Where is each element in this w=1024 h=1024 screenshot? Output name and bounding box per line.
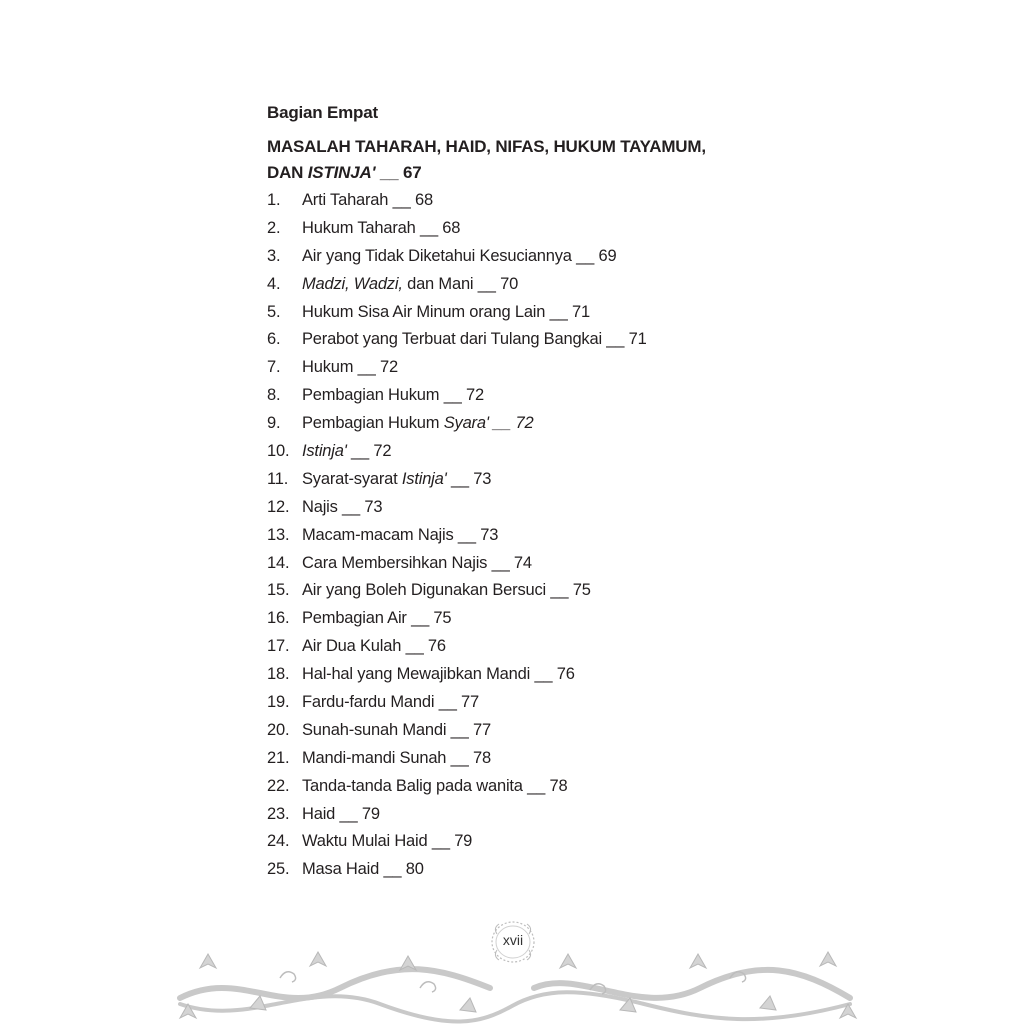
toc-item-text: Hal-hal yang Mewajibkan Mandi __ 76	[302, 665, 575, 684]
toc-item-number: 20.	[267, 720, 290, 739]
toc-item-number: 25.	[267, 860, 290, 879]
toc-item-text: Perabot yang Terbuat dari Tulang Bangkai __ 71	[302, 330, 647, 349]
toc-item[interactable]	[267, 856, 747, 884]
toc-item[interactable]	[267, 801, 747, 829]
toc-item-text: Air yang Boleh Digunakan Bersuci __ 75	[302, 581, 591, 600]
toc-item[interactable]	[267, 438, 747, 466]
toc-item[interactable]	[267, 271, 747, 299]
toc-item[interactable]	[267, 550, 747, 578]
toc-item-text: Sunah-sunah Mandi __ 77	[302, 720, 491, 739]
toc-item-text: Air yang Tidak Diketahui Kesuciannya __ 69	[302, 246, 617, 265]
toc-item-text: Syarat-syarat Istinja' __ 73	[302, 469, 492, 488]
toc-item-number: 23.	[267, 804, 290, 823]
toc-item[interactable]	[267, 717, 747, 745]
toc-item-text: Hukum Sisa Air Minum orang Lain __ 71	[302, 302, 590, 321]
toc-item-number: 10.	[267, 442, 290, 461]
toc-item[interactable]	[267, 773, 747, 801]
toc-item-number: 18.	[267, 665, 290, 684]
toc-item-number: 22.	[267, 776, 290, 795]
toc-item-text: Cara Membersihkan Najis __ 74	[302, 553, 532, 572]
toc-item-text: Tanda-tanda Balig pada wanita __ 78	[302, 776, 568, 795]
toc-item-text: Hukum Taharah __ 68	[302, 218, 461, 237]
toc-item-text: Pembagian Air __ 75	[302, 609, 452, 628]
toc-item-number: 7.	[267, 358, 281, 377]
toc-item[interactable]	[267, 605, 747, 633]
chapter-title-page: __ 67	[375, 163, 422, 182]
toc-item-number: 17.	[267, 637, 290, 656]
toc-item-text: Macam-macam Najis __ 73	[302, 525, 499, 544]
toc-item-text: Air Dua Kulah __ 76	[302, 637, 446, 656]
toc-item-text: Fardu-fardu Mandi __ 77	[302, 693, 480, 712]
toc-item-text: Pembagian Hukum Syara' __ 72	[302, 414, 534, 433]
toc-item-text: Madzi, Wadzi, dan Mani __ 70	[302, 274, 519, 293]
toc-item[interactable]	[267, 522, 747, 550]
toc-item[interactable]	[267, 494, 747, 522]
toc-item-number: 24.	[267, 832, 290, 851]
toc-item-number: 21.	[267, 748, 290, 767]
toc-item-number: 8.	[267, 386, 281, 405]
toc-item[interactable]	[267, 326, 747, 354]
part-label: Bagian Empat	[267, 103, 378, 122]
toc-item-number: 12.	[267, 497, 290, 516]
chapter-title	[267, 134, 747, 186]
toc-item[interactable]	[267, 633, 747, 661]
chapter-title-italic: ISTINJA'	[307, 163, 376, 182]
chapter-title-line2	[267, 160, 747, 186]
toc-item-number: 4.	[267, 274, 281, 293]
toc-item[interactable]	[267, 354, 747, 382]
toc-item-number: 14.	[267, 553, 290, 572]
toc-item[interactable]	[267, 215, 747, 243]
toc-item[interactable]	[267, 299, 747, 327]
toc-item-number: 19.	[267, 693, 290, 712]
toc-item-text: Masa Haid __ 80	[302, 860, 424, 879]
toc-item[interactable]	[267, 689, 747, 717]
toc-item-number: 1.	[267, 191, 281, 209]
chapter-title-line1: MASALAH TAHARAH, HAID, NIFAS, HUKUM TAYAMUM,	[267, 137, 706, 156]
toc-item-text: Waktu Mulai Haid __ 79	[302, 832, 473, 851]
floral-vine-ornament	[160, 948, 864, 1024]
toc-item-number: 5.	[267, 302, 281, 321]
toc-item-number: 6.	[267, 330, 281, 349]
toc-item[interactable]	[267, 577, 747, 605]
toc-item-text: Najis __ 73	[302, 497, 383, 516]
toc-list	[267, 187, 747, 884]
toc-item[interactable]	[267, 382, 747, 410]
toc-item-text: Hukum __ 72	[302, 358, 398, 377]
toc-item-text: Mandi-mandi Sunah __ 78	[302, 748, 491, 767]
toc-item[interactable]	[267, 410, 747, 438]
toc-item-text: Pembagian Hukum __ 72	[302, 386, 484, 405]
toc-item[interactable]	[267, 187, 747, 215]
page-number: xvii	[502, 932, 524, 948]
toc-item-number: 11.	[267, 469, 289, 488]
chapter-title-prefix: DAN	[267, 163, 308, 182]
toc-item[interactable]	[267, 745, 747, 773]
toc-item-number: 3.	[267, 246, 281, 265]
toc-item-number: 13.	[267, 525, 290, 544]
toc-item[interactable]	[267, 661, 747, 689]
toc-item-number: 15.	[267, 581, 290, 600]
toc-item-number: 16.	[267, 609, 290, 628]
toc-item-text: Istinja' __ 72	[302, 442, 392, 461]
toc-item[interactable]	[267, 828, 747, 856]
toc-item-number: 9.	[267, 414, 281, 433]
toc-item-text: Haid __ 79	[302, 804, 380, 823]
toc-item-text: Arti Taharah __ 68	[302, 191, 433, 209]
toc-item[interactable]	[267, 466, 747, 494]
toc-item-number: 2.	[267, 218, 281, 237]
toc-item[interactable]	[267, 243, 747, 271]
